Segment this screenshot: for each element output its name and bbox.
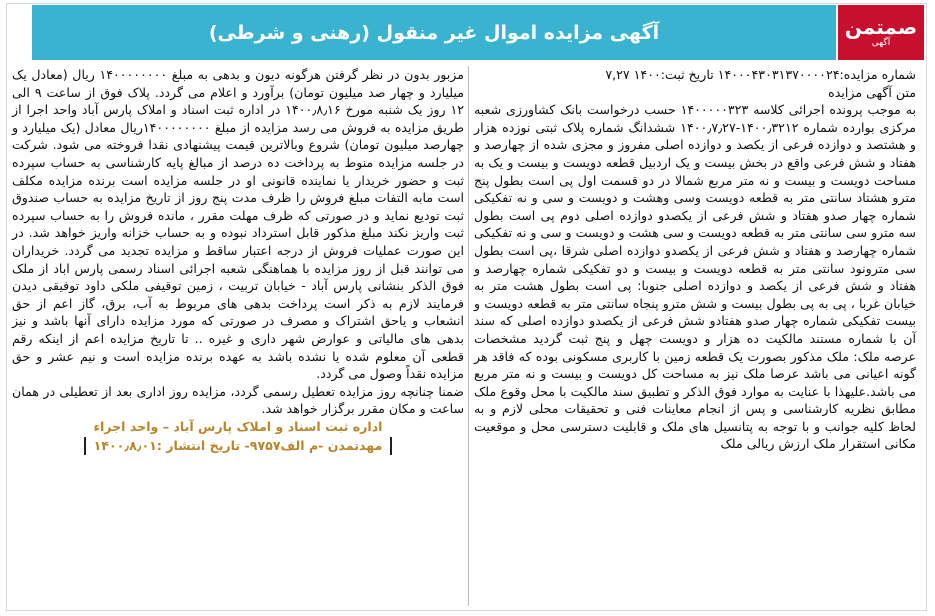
ad-title: آگهی مزایده اموال غیر منقول (رهنی و شرطی) — [208, 21, 660, 44]
column-divider — [468, 66, 469, 606]
closing-note: ضمنا چنانچه روز مزایده تعطیل رسمی گردد، مزایده روز اداری بعد از تعطیلی در همان ساعت و مکان مقرر برگزار خواهد شد. — [12, 383, 464, 417]
publication-info-wrap — [12, 435, 464, 455]
publication-info: مهدتمدن -م الف۹۷۵۷- تاریخ انتشار :۱۴۰۰٫۸٫۰۱ — [84, 437, 393, 455]
right-column — [474, 66, 916, 453]
newspaper-logo — [838, 5, 924, 60]
logo-subtext: آگهی — [871, 38, 891, 48]
left-column-body: مزبور بدون در نظر گرفتن هرگونه دیون و بدهی به مبلغ ۱۴۰۰۰۰۰۰۰۰ ریال (معادل یک میلیارد و چهار صد میلیون تومان) برآورد و اعلام می گردد. پلاک فوق از ساعت ۹ الی ۱۲ روز یک شنبه مورخ ۱۴۰۰٫۸٫۱۶ در اداره ثبت اسناد و املاک پارس آباد واحد اجرا از طریق مزایده به فروش می رسد مزایده از مبلغ ۱۴۰۰۰۰۰۰۰۰ریال معادل (یک میلیارد و چهارصد میلیون تومان) شروع وبالاترین قیمت پیشنهادی نقدا فروخته می شود. شرکت در جلسه مزایده منوط به پرداخت ده درصد از مبالغ پایه کارشناسی به حساب سپرده ثبت و حضور خریدار یا نماینده قانونی او در جلسه مزایده است برنده مزایده مکلف است مابه التفات مبلغ فروش را ظرف مدت پنج روز از تاریخ مزایده به حساب صندوق ثبت تودیع نماید و در صورتی که ظرف مهلت مقرر ، مانده فروش را به حساب سپرده ثبت واریز نکند مبلغ مذکور قابل استرداد نبوده و به حساب خزانه واریز خواهد شد. در این صورت عملیات فروش از درجه اعتبار ساقط و مزایده تجدید می گردد. خریداران می توانند قبل از روز مزایده با هماهنگی شعبه اجرائی اسناد رسمی پارس اباد از ملک فوق الذکر بنشانی پارس آباد - خیابان تربیت ، زمین توقیفی ملکی داود توفیقی دیدن فرمایند لازم به ذکر است پرداخت بدهی های مربوط به آب، برق، گاز اعم از حق انشعاب و یاحق اشتراک و مصرف در صورتی که مورد مزایده دارای آنها باشد و نیز بدهی های مالیاتی و عوارض شهر داری و غیره .. تا تاریخ مزایده اعم از اینکه رقم قطعی آن معلوم شده یا نشده باشد به عهده برنده مزایده است و نیم عشر و حق مزایده نقداً وصول می گردد. — [12, 67, 464, 382]
right-column-body: به موجب پرونده اجرائی کلاسه ۱۴۰۰۰۰۰۳۲۳ حسب درخواست بانک کشاورزی شعبه مرکزی بوارده شماره ۱۴۰۰٫۳۲۱۲-۱۴۰۰٫۷٫۲۷ ششدانگ شماره پلاک ثبتی نوزده هزار و هشتصد و دوازده فرعی از یکصد و دوازده اصلی مفروز و مجزی شده از چهارصد و هفتاد و شش فرعی واقع در بخش بیست و یک اردبیل قطعه دویست و بیست و یک به مساحت دویست و بیست و نه متر مربع شمالا در دو قسمت اول پی است بطول پنج مترو هشتاد سانتی متر به قطعه دویست وسی وهشت و دویست و سی و نه تفکیکی شماره چهار صدو هفتاد و شش فرعی از یکصدو دوازده اصلی دوم پی است بطول سه مترو سی سانتی متر به قطعه دویست و سی هشت و دویست و سی و نه تفکیکی شماره چهارصد و هفتاد و شش فرعی از یکصدو دوازده اصلی شرقا ،پی است بطول سی مترونود سانتی متر به قطعه دویست و بیست و دو تفکیکی شماره چهارصد و هفتاد و شش فرعی از یکصد و دوازده اصلی جنوبا: پی است بطول هشت متر به خیابان غربا ، پی به پی بطول بیست و شش مترو پنجاه سانتی متر به قطعه دویست و بیست تفکیکی شماره چهار صدو هفتادو شش فرعی از یکصدو دوازده اصلی که سند آن با شماره مستند مالکیت ده هزار و دویست چهل و پنج ثبت گردید مشخصات عرصه ملک: ملک مذکور بصورت یک قطعه زمین با کاربری مسکونی بوده که فاقد هر گونه اعیانی می باشد عرصا ملک نیز به مساحت کل دویست و بیست و نه متر مربع می باشد.علیهذا با عنایت به موارد فوق الذکر و تطبیق سند مالکیت با محل وقوع ملک مطابق نظریه کارشناسی و پس از انجام معاینات فنی و تحقیقات محلی لازم و به لحاظ کلیه جوانب و با توجه به پتانسیل های ملک و قابلیت دسترسی محل و موقعیت مکانی استقرار ملک ارزش ریالی ملک — [474, 102, 917, 452]
office-signature: اداره ثبت اسناد و املاک پارس آباد – واحد اجراء — [93, 418, 383, 434]
left-column — [12, 66, 464, 455]
logo-text: صمتمن — [844, 15, 918, 39]
ad-header-banner — [32, 5, 836, 60]
auction-number-line: شماره مزایده:۱۴۰۰۰۴۳۰۳۱۳۷۰۰۰۰۲۴ تاریخ ثبت:۱۴۰۰ ۷,۲۷ — [605, 67, 916, 82]
notice-text-label: متن آگهی مزایده — [828, 84, 916, 100]
